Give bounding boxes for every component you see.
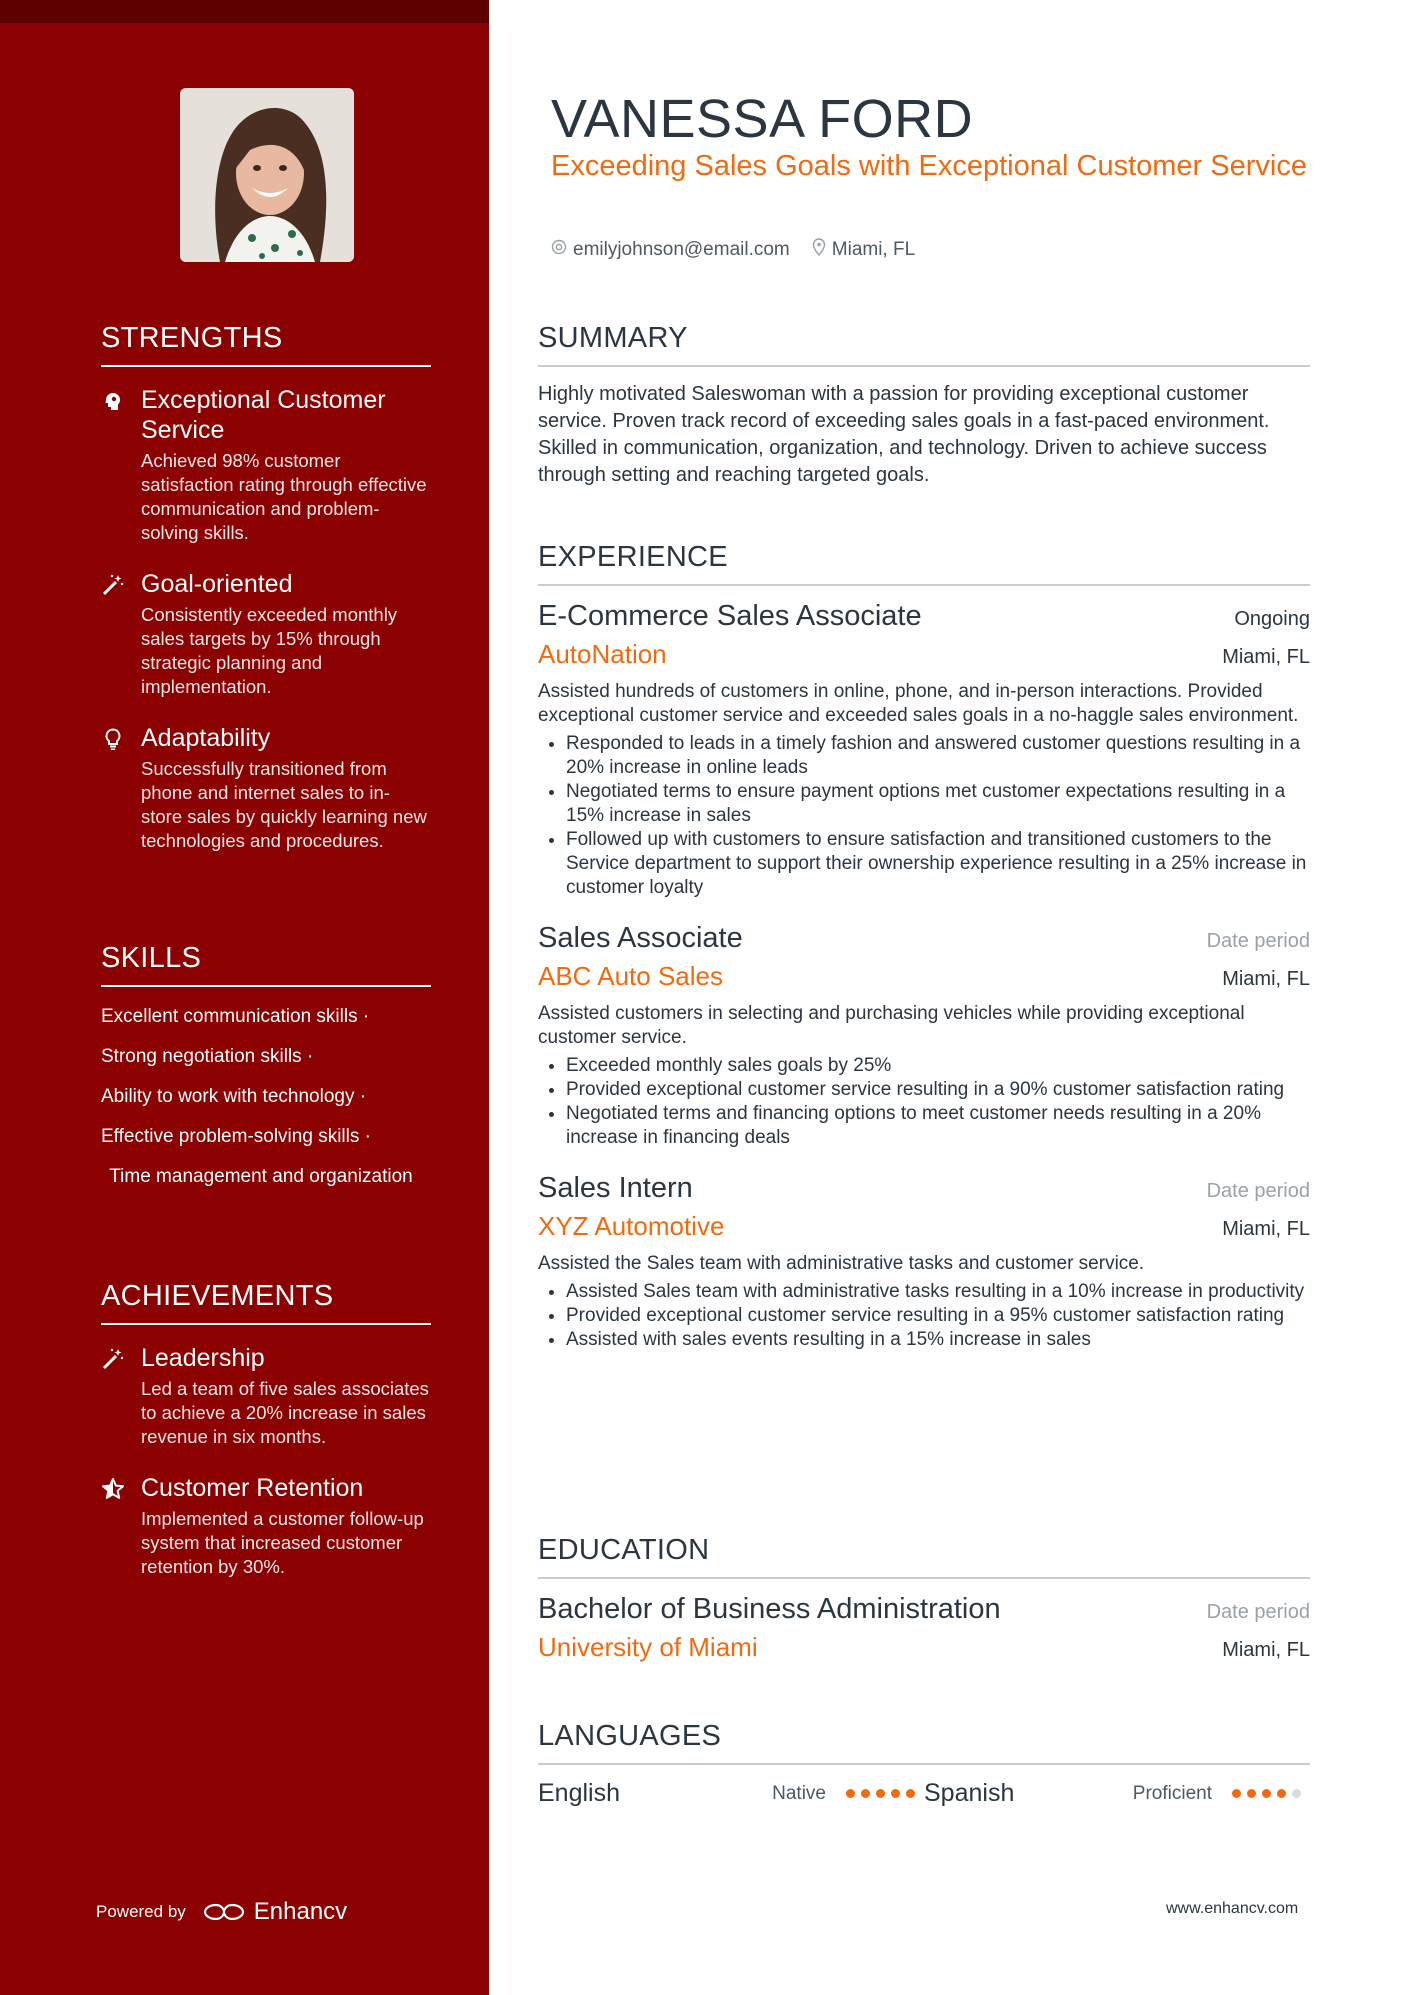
education-section	[538, 1534, 1310, 1663]
rating-dot-filled	[1262, 1789, 1271, 1798]
strength-title: Exceptional Customer Service	[141, 386, 386, 444]
job-bullet: • Followed up with customers to ensure satisfaction and transitioned customers to the Service department to support their ownership experience resulting in a 25% increase in customer loyalty	[566, 828, 1310, 900]
education-location: Miami, FL	[1222, 1639, 1310, 1661]
job-bullets	[538, 1054, 1310, 1150]
achievement-item	[101, 1343, 431, 1449]
job-date: Date period	[1206, 930, 1310, 952]
strength-desc: Successfully transitioned from phone and internet sales to in-store sales by quickly learning new technologies and procedures.	[141, 758, 427, 851]
languages-title: LANGUAGES	[538, 1720, 1310, 1765]
powered-by	[96, 1898, 347, 1926]
language-rating	[1232, 1789, 1307, 1798]
magic-wand-icon	[101, 573, 125, 597]
education-degree: Bachelor of Business Administration	[538, 1593, 1001, 1625]
strengths-title: STRENGTHS	[101, 322, 431, 367]
skill-item: Excellent communication skills ·	[101, 1006, 370, 1027]
language-name: English	[538, 1779, 620, 1807]
education-school: University of Miami	[538, 1632, 758, 1662]
rating-dot-filled	[891, 1789, 900, 1798]
rating-dot-filled	[1277, 1789, 1286, 1798]
powered-by-label: Powered by	[96, 1902, 186, 1921]
enhancv-logo-icon	[202, 1901, 246, 1923]
job-entry	[538, 600, 1310, 900]
summary-section	[538, 322, 1310, 489]
achievement-title: Leadership	[141, 1344, 265, 1372]
education-date: Date period	[1206, 1601, 1310, 1623]
job-bullets	[538, 1280, 1310, 1352]
strength-desc: Achieved 98% customer satisfaction rating through effective communication and problem-solving skills.	[141, 450, 427, 543]
skills-section	[101, 942, 431, 1205]
experience-title: EXPERIENCE	[538, 541, 1310, 586]
achievement-desc: Led a team of five sales associates to achieve a 20% increase in sales revenue in six months.	[141, 1378, 429, 1447]
email-text: emilyjohnson@email.com	[573, 239, 790, 260]
job-description: Assisted customers in selecting and purchasing vehicles while providing exceptional customer service.	[538, 1003, 1245, 1048]
language-rating	[846, 1789, 921, 1798]
strengths-section	[101, 322, 431, 877]
job-location: Miami, FL	[1222, 646, 1310, 668]
language-item	[924, 1779, 1310, 1808]
language-item	[538, 1779, 924, 1808]
job-location: Miami, FL	[1222, 1218, 1310, 1240]
head-icon	[101, 389, 125, 413]
profile-photo	[180, 88, 354, 262]
contact-row	[551, 238, 937, 262]
summary-text: Highly motivated Saleswoman with a passion for providing exceptional customer service. Proven track record of exceeding sales goals in a fast-paced environment. Skilled in communication, organization, and technology. Driven to achieve success through setting and reaching targeted goals.	[538, 383, 1270, 486]
achievement-desc: Implemented a customer follow-up system that increased customer retention by 30%.	[141, 1508, 424, 1577]
job-location: Miami, FL	[1222, 968, 1310, 990]
job-bullet: • Assisted Sales team with administrative tasks resulting in a 10% increase in productivity	[566, 1280, 1310, 1304]
language-level: Proficient	[1132, 1782, 1212, 1804]
achievements-title: ACHIEVEMENTS	[101, 1280, 431, 1325]
candidate-name: VANESSA FORD	[551, 89, 974, 149]
sidebar-top-bar	[0, 0, 489, 23]
magic-wand-icon	[101, 1347, 125, 1371]
strength-title: Goal-oriented	[141, 570, 293, 598]
strength-title: Adaptability	[141, 724, 271, 752]
location-pin-icon	[812, 238, 832, 262]
job-entry	[538, 922, 1310, 1150]
achievements-section	[101, 1280, 431, 1603]
job-role: Sales Intern	[538, 1172, 693, 1204]
rating-dot-filled	[876, 1789, 885, 1798]
candidate-tagline: Exceeding Sales Goals with Exceptional Customer Service	[551, 150, 1307, 182]
job-bullet: • Provided exceptional customer service resulting in a 90% customer satisfaction rating	[566, 1078, 1310, 1102]
job-bullet: • Assisted with sales events resulting in a 15% increase in sales	[566, 1328, 1310, 1352]
job-date: Ongoing	[1234, 608, 1310, 630]
strength-item	[101, 385, 431, 545]
contact-location	[812, 238, 915, 262]
achievement-title: Customer Retention	[141, 1474, 364, 1502]
job-description: Assisted the Sales team with administrative tasks and customer service.	[538, 1253, 1145, 1274]
job-role: E-Commerce Sales Associate	[538, 600, 922, 632]
job-company: AutoNation	[538, 639, 667, 669]
language-name: Spanish	[924, 1779, 1015, 1807]
education-entry	[538, 1593, 1310, 1663]
rating-dot-filled	[1247, 1789, 1256, 1798]
job-bullet: • Responded to leads in a timely fashion and answered customer questions resulting in a 20% increase in online leads	[566, 732, 1310, 780]
language-level: Native	[772, 1782, 826, 1804]
enhancv-logo[interactable]	[202, 1898, 347, 1926]
summary-title: SUMMARY	[538, 322, 1310, 367]
brand-name: Enhancv	[253, 1898, 348, 1925]
skill-item: Ability to work with technology ·	[101, 1086, 367, 1107]
job-bullet: • Exceeded monthly sales goals by 25%	[566, 1054, 1310, 1078]
job-bullet: • Negotiated terms to ensure payment options met customer expectations resulting in a 15% increase in sales	[566, 780, 1310, 828]
at-icon	[551, 239, 573, 261]
sidebar	[0, 0, 489, 1995]
contact-email[interactable]	[551, 239, 790, 261]
job-role: Sales Associate	[538, 922, 743, 954]
strength-desc: Consistently exceeded monthly sales targets by 15% through strategic planning and implementation.	[141, 604, 398, 697]
job-description: Assisted hundreds of customers in online, phone, and in-person interactions. Provided exceptional customer service and exceeded sales goals in a no-haggle sales environment.	[538, 681, 1299, 726]
job-company: XYZ Automotive	[538, 1211, 725, 1241]
skill-item: Effective problem-solving skills ·	[101, 1126, 371, 1147]
languages-section	[538, 1720, 1310, 1808]
footer-url[interactable]: www.enhancv.com	[1166, 1900, 1299, 1917]
skill-item: Time management and organization	[109, 1166, 413, 1187]
languages-row	[538, 1779, 1310, 1808]
lightbulb-icon	[101, 727, 125, 751]
job-entry	[538, 1172, 1310, 1352]
rating-dot-filled	[846, 1789, 855, 1798]
education-title: EDUCATION	[538, 1534, 1310, 1579]
rating-dot-filled	[1232, 1789, 1241, 1798]
achievement-item	[101, 1473, 431, 1579]
job-bullets	[538, 732, 1310, 900]
job-date: Date period	[1206, 1180, 1310, 1202]
star-icon	[101, 1477, 125, 1501]
rating-dot-filled	[861, 1789, 870, 1798]
rating-dot-empty	[1292, 1789, 1301, 1798]
job-company: ABC Auto Sales	[538, 961, 723, 991]
job-bullet: • Negotiated terms and financing options to meet customer needs resulting in a 20% increase in financing deals	[566, 1102, 1310, 1150]
experience-section	[538, 541, 1310, 1352]
strength-item	[101, 723, 431, 853]
location-text: Miami, FL	[831, 239, 916, 260]
skill-item: Strong negotiation skills ·	[101, 1046, 314, 1067]
job-bullet: • Provided exceptional customer service resulting in a 95% customer satisfaction rating	[566, 1304, 1310, 1328]
strength-item	[101, 569, 431, 699]
rating-dot-filled	[906, 1789, 915, 1798]
skills-title: SKILLS	[101, 942, 431, 987]
